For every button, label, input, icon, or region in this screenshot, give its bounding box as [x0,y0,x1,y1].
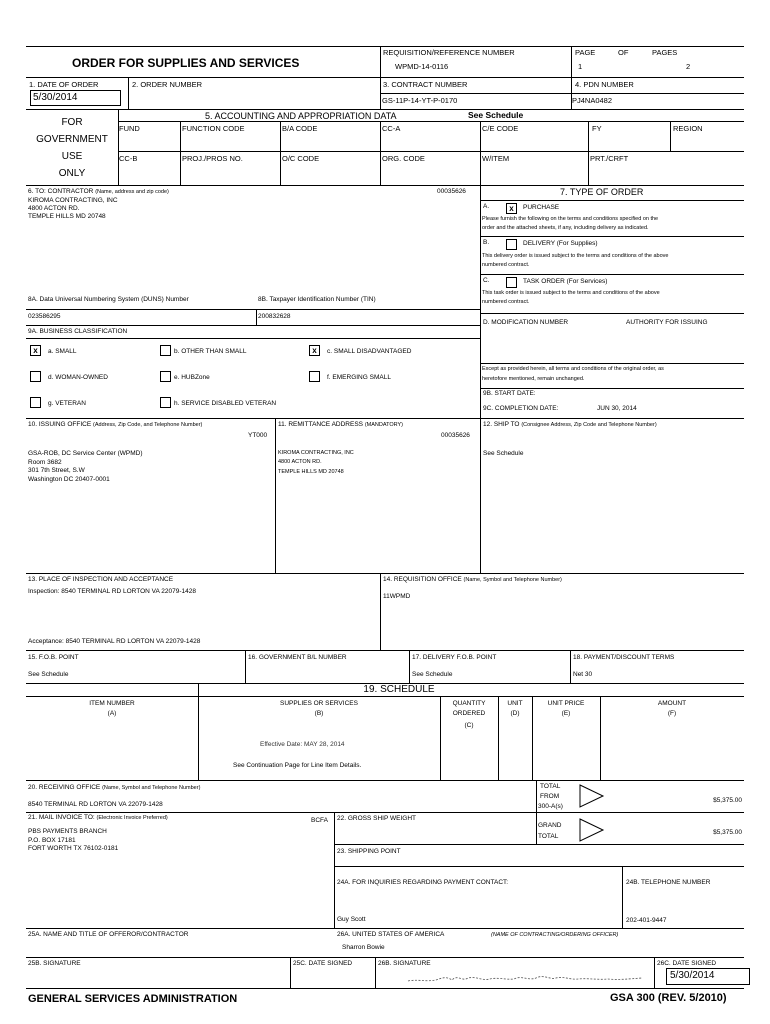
rule [334,866,744,867]
for-government-label-4: ONLY [58,168,86,179]
class-b-label: b. OTHER THAN SMALL [174,348,247,355]
rule-v [480,185,481,418]
rule [480,363,744,364]
col-a-header-1: ITEM NUMBER [89,700,135,707]
purchase-letter: A. [483,203,490,210]
rule-v [334,812,335,928]
requisition-value: WPMD-14-0116 [395,62,449,71]
rule-v [256,309,257,325]
remittance-line-1: KIROMA CONTRACTING, INC [278,450,354,456]
modification-number-label: D. MODIFICATION NUMBER [483,319,569,326]
shipping-point-label: 23. SHIPPING POINT [337,848,401,855]
purchase-label: PURCHASE [523,204,560,211]
rule-v [622,866,623,928]
rule-v [588,121,589,185]
contractor-line-3: TEMPLE HILLS MD 20748 [28,213,106,220]
total-from-label-3: 300-A(s) [538,803,563,810]
function-code-label: FUNCTION CODE [182,124,245,133]
rule-v [245,650,246,683]
task-order-text-1: This task order is issued subject to the terms and conditions of the above [482,290,660,296]
mail-invoice-line-3: FORT WORTH TX 76102-0181 [28,845,119,852]
class-d-checkbox[interactable] [30,371,41,382]
form-border-top [26,46,744,47]
rule-v [409,650,410,683]
delivery-fob-label: 17. DELIVERY F.O.B. POINT [412,654,497,661]
duns-value: 023586295 [28,313,61,320]
rule [26,325,480,326]
usa-label: 26A. UNITED STATES OF AMERICA [337,931,445,938]
fund-label: FUND [119,124,140,133]
purchase-text-1: Please furnish the following on the terms and conditions specified on the [482,216,659,222]
of-label: OF [618,48,629,57]
fob-point-label: 15. F.O.B. POINT [28,654,79,661]
contractor-code: 00035626 [437,188,466,195]
task-order-label: TASK ORDER (For Services) [523,278,608,285]
pages-value: 2 [686,62,691,71]
completion-date-label: 9C. COMPLETION DATE: [483,405,559,412]
date-signed-26c-value: 5/30/2014 [670,970,715,981]
gross-weight-label: 22. GROSS SHIP WEIGHT [337,815,416,822]
rule [26,418,744,419]
remittance-line-3: TEMPLE HILLS MD 20748 [278,469,344,475]
rule [26,812,744,813]
fy-label: FY [592,124,602,133]
issuing-office-label: 10. ISSUING OFFICE (Address, Zip Code, and Telephone Number) [28,421,203,428]
delivery-label: DELIVERY (For Supplies) [523,240,598,247]
authority-label: AUTHORITY FOR ISSUING [626,319,708,326]
ship-to-value: See Schedule [483,450,524,457]
rule-v [654,957,655,988]
class-e-label: e. HUBZone [174,374,210,381]
class-a-checkbox[interactable]: x [30,345,41,356]
rule-v [118,109,119,185]
except-text-1: Except as provided herein, all terms and conditions of the original order, as [482,366,664,372]
class-g-checkbox[interactable] [30,397,41,408]
for-government-label-1: FOR [61,117,83,128]
purchase-text-2: order and the attached sheets, if any, including delivery as indicated. [482,225,649,231]
rule-v [380,573,381,650]
acceptance-value: Acceptance: 8540 TERMINAL RD LORTON VA 22079-1428 [28,638,201,645]
issuing-line-1: GSA-ROB, DC Service Center (WPMD) [28,450,143,457]
signature-26b-label: 26B. SIGNATURE [378,960,431,967]
date-of-order-value: 5/30/2014 [33,92,78,103]
total-from-arrow-icon [579,784,605,808]
ba-code-label: B/A CODE [282,124,318,133]
tin-value: 200832628 [258,313,291,320]
mail-invoice-line-1: PBS PAYMENTS BRANCH [28,828,107,835]
col-d-header-1: UNIT [507,700,523,707]
rule [480,313,744,314]
col-c-header-2: ORDERED [452,710,486,717]
payment-terms-label: 18. PAYMENT/DISCOUNT TERMS [573,654,675,661]
rule-v [498,696,499,780]
total-from-label-1: TOTAL [540,783,561,790]
class-f-checkbox[interactable] [309,371,320,382]
for-government-label-3: USE [61,151,83,162]
telephone-label: 24B. TELEPHONE NUMBER [626,879,711,886]
cc-b-label: CC-B [119,154,138,163]
rule-v [375,957,376,988]
remittance-line-2: 4800 ACTON RD. [278,459,322,465]
col-f-header-1: AMOUNT [657,700,687,707]
grand-total-value: $5,375.00 [713,829,742,836]
fob-point-value: See Schedule [28,671,69,678]
col-c-header-1: QUANTITY [452,700,486,707]
duns-label: 8A. Data Universal Numbering System (DUNS) Number [28,296,189,303]
offeror-name-label: 25A. NAME AND TITLE OF OFFEROR/CONTRACTOR [28,931,189,938]
pages-label: PAGES [652,48,678,57]
remittance-label: 11. REMITTANCE ADDRESS (MANDATORY) [278,421,404,428]
business-classification-label: 9A. BUSINESS CLASSIFICATION [28,328,128,335]
remittance-code: 00035626 [441,432,470,439]
effective-date-text: Effective Date: MAY 28, 2014 [260,741,345,748]
rule-v [480,418,481,573]
rule-v [670,121,671,151]
rule-v [480,121,481,185]
prt-crft-label: PRT./CRFT [590,154,629,163]
rule [334,844,744,845]
telephone-value: 202-401-9447 [626,917,667,924]
witem-label: W/ITEM [482,154,510,163]
rule [26,109,744,110]
form-title: ORDER FOR SUPPLIES AND SERVICES [72,56,300,70]
rule-v [380,121,381,185]
ship-to-label: 12. SHIP TO (Consignee Address, Zip Code and Telephone Number) [483,421,657,428]
date-signed-26c-label: 26C. DATE SIGNED [657,960,717,967]
rule [480,388,744,389]
col-a-header-2: (A) [107,710,117,717]
col-e-header-1: UNIT PRICE [547,700,585,707]
rule-v [532,696,533,780]
accounting-see-schedule: See Schedule [468,110,524,120]
accounting-title: 5. ACCOUNTING AND APPROPRIATION DATA [205,111,397,121]
proj-pros-label: PROJ./PROS NO. [182,154,243,163]
delivery-text-2: numbered contract. [482,262,530,268]
class-h-checkbox[interactable] [160,397,171,408]
page-value: 1 [578,62,583,71]
rule [118,151,744,152]
contract-number-label: 3. CONTRACT NUMBER [383,80,468,89]
class-b-checkbox[interactable] [160,345,171,356]
purchase-checkbox[interactable]: x [506,203,517,214]
grand-total-label-2: TOTAL [538,833,559,840]
rule-v [536,780,537,844]
rule [26,77,744,78]
org-code-label: ORG. CODE [382,154,425,163]
rule [26,780,744,781]
government-bl-label: 16. GOVERNMENT B/L NUMBER [248,654,347,661]
rule [26,573,744,574]
tin-label: 8B. Taxpayer Identification Number (TIN) [258,296,376,303]
requisition-office-label: 14. REQUISITION OFFICE (Name, Symbol and Telephone Number) [383,576,562,583]
rule [26,957,744,958]
pdn-number-label: 4. PDN NUMBER [575,80,634,89]
order-type-title: 7. TYPE OF ORDER [560,187,644,197]
contractor-line-2: 4800 ACTON RD. [28,205,80,212]
ce-code-label: C/E CODE [482,124,519,133]
order-number-label: 2. ORDER NUMBER [132,80,203,89]
rule-v [570,650,571,683]
rule-v [440,696,441,780]
officer-name: Sharron Bowie [342,944,385,951]
total-from-value: $5,375.00 [713,797,742,804]
mail-invoice-code: BCFA [311,817,328,824]
issuing-line-4: Washington DC 20407-0001 [28,476,110,483]
class-c-checkbox[interactable]: x [309,345,320,356]
rule [480,236,744,237]
rule [26,185,744,186]
officer-note: (NAME OF CONTRACTING/ORDERING OFFICER) [491,932,619,938]
contractor-line-1: KIROMA CONTRACTING, INC [28,197,118,204]
region-label: REGION [673,124,703,133]
col-b-header-1: SUPPLIES OR SERVICES [280,700,358,707]
rule [26,696,744,697]
grand-total-arrow-icon [579,818,605,842]
schedule-title: 19. SCHEDULE [363,684,435,695]
contractor-label: 6. TO: CONTRACTOR (Name, address and zip code) [28,188,169,195]
task-order-checkbox[interactable] [506,277,517,288]
class-g-label: g. VETERAN [48,400,86,407]
for-government-label-2: GOVERNMENT [36,134,108,145]
class-c-label: c. SMALL DISADVANTAGED [327,348,412,355]
class-h-label: h. SERVICE DISABLED VETERAN [174,400,277,407]
inquiries-name: Guy Scott [337,916,366,923]
col-b-header-2: (B) [314,710,324,717]
rule [26,309,480,310]
cc-a-label: CC-A [382,124,401,133]
delivery-checkbox[interactable] [506,239,517,250]
requisition-label: REQUISITION/REFERENCE NUMBER [383,48,515,57]
page-label: PAGE [575,48,596,57]
rule [380,93,744,94]
requisition-office-value: 11WPMD [383,593,411,600]
delivery-letter: B. [483,239,490,246]
issuing-office-code: YT000 [248,432,268,439]
inquiries-label: 24A. FOR INQUIRIES REGARDING PAYMENT CONTACT: [337,879,509,886]
contract-number-value: GS-11P-14-YT-P-0170 [382,96,458,105]
issuing-line-3: 301 7th Street, S.W [28,467,85,474]
rule [480,200,744,201]
issuing-line-2: Room 3682 [28,459,62,466]
rule [480,274,744,275]
rule-v [275,418,276,573]
rule [118,121,744,122]
rule-v [280,121,281,185]
delivery-text-1: This delivery order is issued subject to the terms and conditions of the above [482,253,669,259]
except-text-2: heretofore mentioned, remain unchanged. [482,376,585,382]
col-c-header-3: (C) [464,722,474,729]
col-d-header-2: (D) [510,710,520,717]
date-of-order-label: 1. DATE OF ORDER [29,80,99,89]
mail-invoice-line-2: P.O. BOX 17181 [28,837,76,844]
class-a-label: a. SMALL [48,348,77,355]
col-e-header-2: (E) [561,710,571,717]
oc-code-label: O/C CODE [282,154,320,163]
form-number: GSA 300 (REV. 5/2010) [610,992,727,1004]
class-f-label: f. EMERGING SMALL [327,374,391,381]
rule-v [600,696,601,780]
receiving-office-label: 20. RECEIVING OFFICE (Name, Symbol and Telephone Number) [28,784,201,791]
rule [26,650,744,651]
mail-invoice-label: 21. MAIL INVOICE TO: (Electronic Invoice Preferred) [28,814,168,821]
signature-25b-label: 25B. SIGNATURE [28,960,81,967]
payment-terms-value: Net 30 [573,671,593,678]
task-order-text-2: numbered contract. [482,299,530,305]
inspection-label: 13. PLACE OF INSPECTION AND ACCEPTANCE [28,576,174,583]
rule [26,338,480,339]
pdn-number-value: PJ4NA0482 [572,96,613,105]
task-order-letter: C. [483,277,490,284]
agency-name: GENERAL SERVICES ADMINISTRATION [28,993,238,1005]
rule-v [180,121,181,185]
rule-v [290,957,291,988]
rule-v [198,683,199,780]
class-e-checkbox[interactable] [160,371,171,382]
receiving-office-value: 8540 TERMINAL RD LORTON VA 22079-1428 [28,801,163,808]
grand-total-label-1: GRAND [538,822,562,829]
col-f-header-2: (F) [667,710,677,717]
inspection-value: Inspection: 8540 TERMINAL RD LORTON VA 22079-1428 [28,588,197,595]
rule [26,928,744,929]
form-border-bottom [26,988,744,989]
date-signed-25c-label: 25C. DATE SIGNED [293,960,353,967]
total-from-label-2: FROM [540,793,560,800]
continuation-text: See Continuation Page for Line Item Details. [233,762,362,769]
rule-v [380,46,381,109]
completion-date-value: JUN 30, 2014 [597,405,637,412]
officer-signature [398,968,648,986]
rule-v [128,77,129,109]
start-date-label: 9B. START DATE: [483,390,536,397]
class-d-label: d. WOMAN-OWNED [48,374,108,381]
delivery-fob-value: See Schedule [412,671,453,678]
